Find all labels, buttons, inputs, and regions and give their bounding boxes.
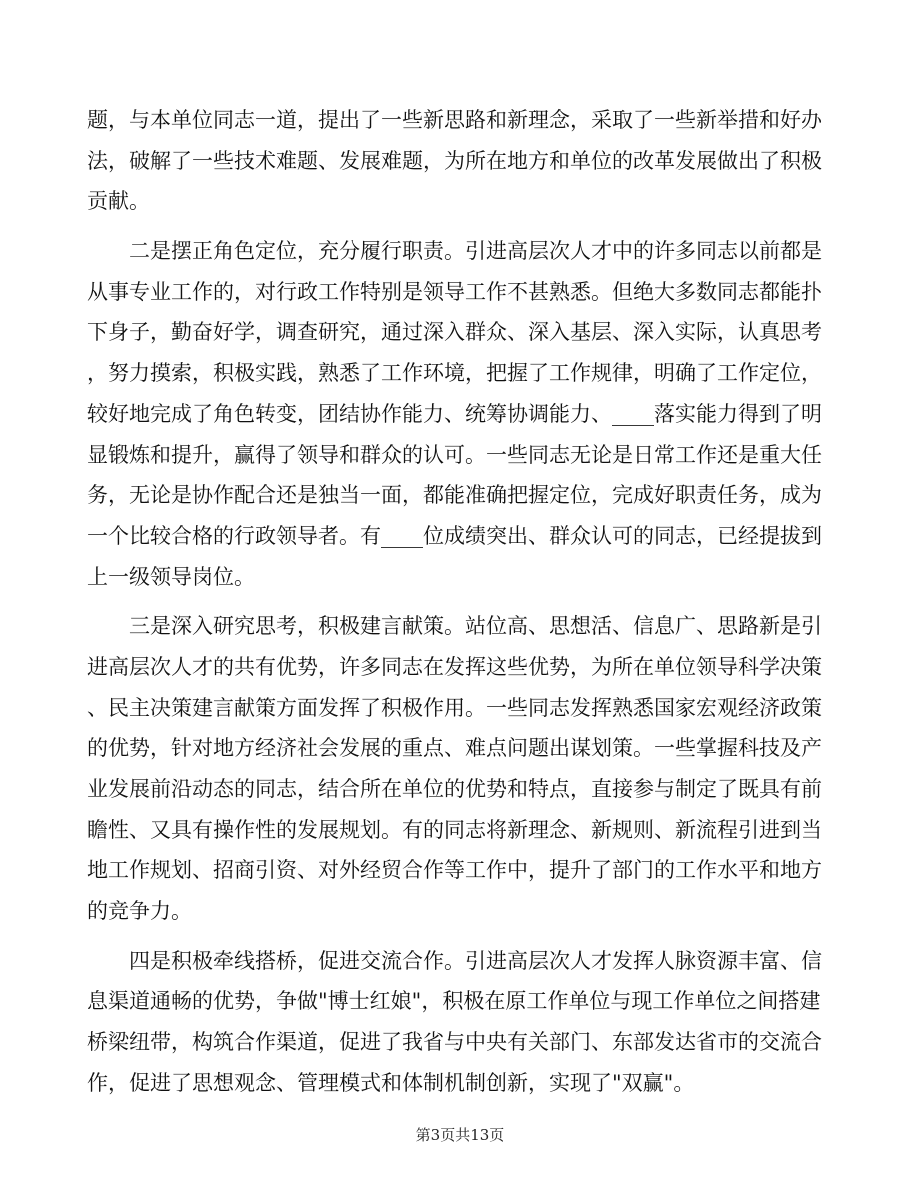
text-line: 三是深入研究思考，积极建言献策。站位高、思想活、信息广、思路新是引 bbox=[129, 614, 822, 639]
text-line: 的优势，针对地方经济社会发展的重点、难点问题出谋划策。一些掌握科技及产 bbox=[87, 736, 822, 761]
paragraph-1 bbox=[87, 100, 820, 222]
text-line: 进高层次人才的共有优势，许多同志在发挥这些优势，为所在单位领导科学决策 bbox=[87, 654, 822, 679]
text-line: 作，促进了思想观念、管理模式和体制机制创新，实现了"双赢"。 bbox=[87, 1070, 695, 1095]
text-line: 桥梁纽带，构筑合作渠道，促进了我省与中央有关部门、东部发达省市的交流合 bbox=[87, 1030, 822, 1055]
text-line: 较好地完成了角色转变，团结协作能力、统筹协调能力、____落实能力得到了明 bbox=[87, 401, 822, 426]
document-body bbox=[87, 100, 820, 1113]
text-line: ，努力摸索，积极实践，熟悉了工作环境，把握了工作规律，明确了工作定位， bbox=[87, 361, 822, 386]
text-line: 的竞争力。 bbox=[87, 899, 192, 924]
text-line: 息渠道通畅的优势，争做"博士红娘"，积极在原工作单位与现工作单位之间搭建 bbox=[87, 989, 821, 1014]
text-line: 上一级领导岗位。 bbox=[87, 564, 255, 589]
text-line: 显锻炼和提升，赢得了领导和群众的认可。一些同志无论是日常工作还是重大任 bbox=[87, 442, 822, 467]
paragraph-4 bbox=[87, 941, 820, 1104]
text-line: 下身子，勤奋好学，调查研究，通过深入群众、深入基层、深入实际，认真思考 bbox=[87, 320, 822, 345]
text-line: 务，无论是协作配合还是独当一面，都能准确把握定位，完成好职责任务，成为 bbox=[87, 483, 822, 508]
text-line: 瞻性、又具有操作性的发展规划。有的同志将新理念、新规则、新流程引进到当 bbox=[87, 817, 822, 842]
text-line: 、民主决策建言献策方面发挥了积极作用。一些同志发挥熟悉国家宏观经济政策 bbox=[87, 695, 822, 720]
text-line: 从事专业工作的，对行政工作特别是领导工作不甚熟悉。但绝大多数同志都能扑 bbox=[87, 279, 822, 304]
text-line: 业发展前沿动态的同志，结合所在单位的优势和特点，直接参与制定了既具有前 bbox=[87, 777, 822, 801]
text-line: 法，破解了一些技术难题、发展难题，为所在地方和单位的改革发展做出了积极 bbox=[87, 148, 822, 173]
text-line: 贡献。 bbox=[87, 189, 150, 214]
text-line: 四是积极牵线搭桥，促进交流合作。引进高层次人才发挥人脉资源丰富、信 bbox=[129, 948, 822, 973]
text-line: 题，与本单位同志一道，提出了一些新思路和新理念，采取了一些新举措和好办 bbox=[87, 108, 822, 132]
text-line: 地工作规划、招商引资、对外经贸合作等工作中，提升了部门的工作水平和地方 bbox=[87, 858, 822, 883]
paragraph-2 bbox=[87, 231, 820, 597]
paragraph-3 bbox=[87, 606, 820, 932]
text-line: 一个比较合格的行政领导者。有____位成绩突出、群众认可的同志，已经提拔到 bbox=[87, 523, 822, 548]
text-line: 二是摆正角色定位，充分履行职责。引进高层次人才中的许多同志以前都是 bbox=[129, 239, 822, 264]
page-number: 第3页共13页 bbox=[415, 1126, 505, 1144]
